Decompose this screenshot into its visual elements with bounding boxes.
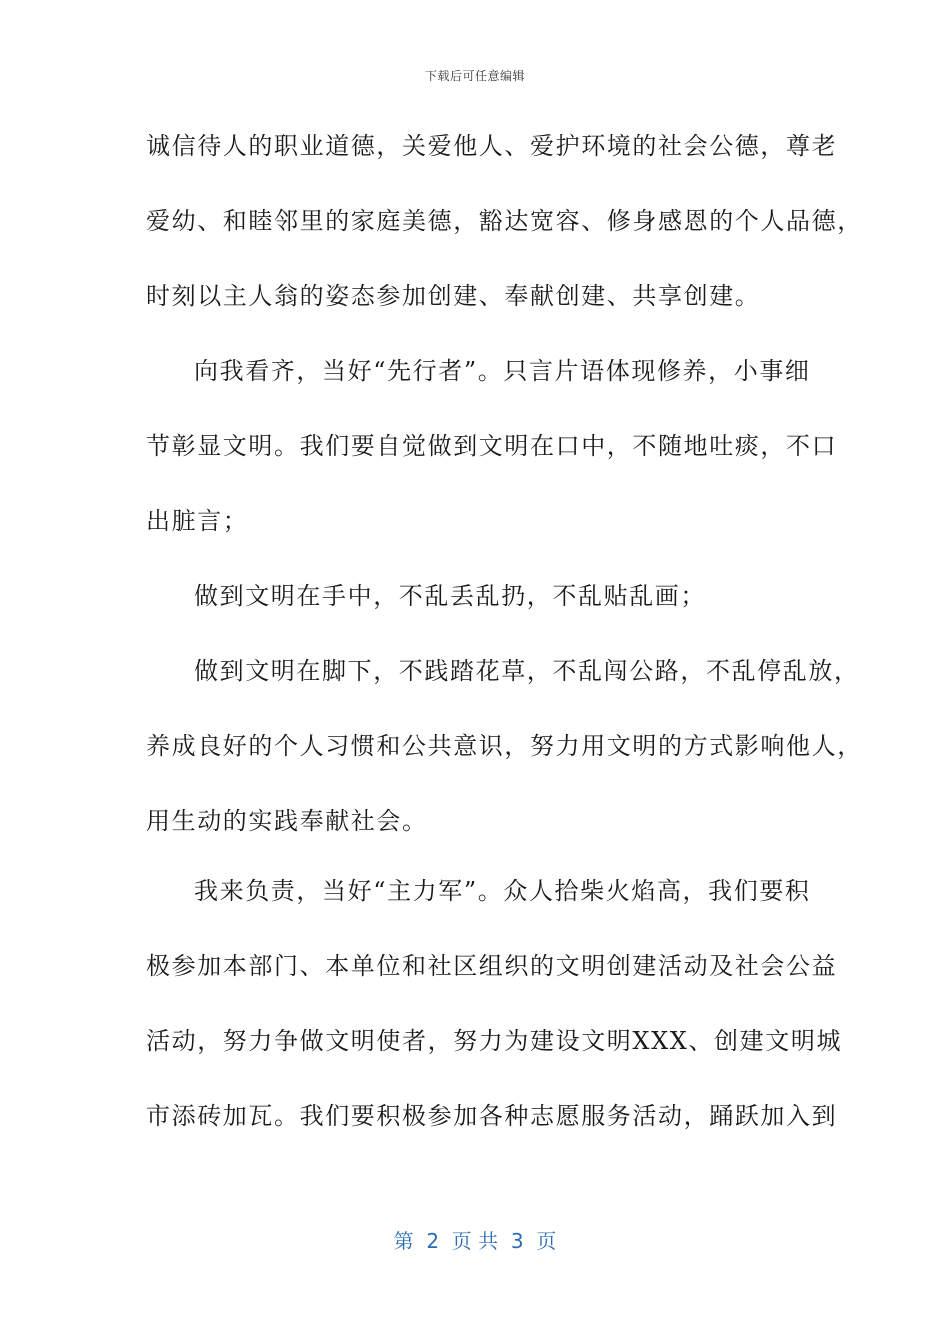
body-line: 用生动的实践奉献社会。 xyxy=(146,807,428,835)
body-line: 出脏言； xyxy=(146,507,249,535)
header-note: 下载后可任意编辑 xyxy=(424,69,525,83)
body-line: 极参加本部门、本单位和社区组织的文明创建活动及社会公益 xyxy=(146,952,838,980)
body-line: 节彰显文明。我们要自觉做到文明在口中，不随地吐痰，不口 xyxy=(146,432,838,460)
body-line: 做到文明在手中，不乱丢乱扔，不乱贴乱画； xyxy=(194,582,706,610)
body-line: 时刻以主人翁的姿态参加创建、奉献创建、共享创建。 xyxy=(146,282,761,310)
body-line: 活动，努力争做文明使者，努力为建设文明XXX、创建文明城 xyxy=(146,1027,843,1055)
body-line: 养成良好的个人习惯和公共意识，努力用文明的方式影响他人， xyxy=(146,732,863,760)
body-line: 我来负责，当好“主力军”。众人拾柴火焰高，我们要积 xyxy=(194,877,811,905)
body-line: 向我看齐，当好“先行者”。只言片语体现修养，小事细 xyxy=(194,357,811,385)
page-number-footer: 第 2 页 共 3 页 xyxy=(393,1229,557,1253)
body-line: 市添砖加瓦。我们要积极参加各种志愿服务活动，踊跃加入到 xyxy=(146,1102,838,1130)
body-line: 做到文明在脚下，不践踏花草，不乱闯公路，不乱停乱放， xyxy=(194,657,860,685)
body-line: 爱幼、和睦邻里的家庭美德，豁达宽容、修身感恩的个人品德， xyxy=(146,207,863,235)
body-line: 诚信待人的职业道德，关爱他人、爱护环境的社会公德，尊老 xyxy=(146,132,838,160)
